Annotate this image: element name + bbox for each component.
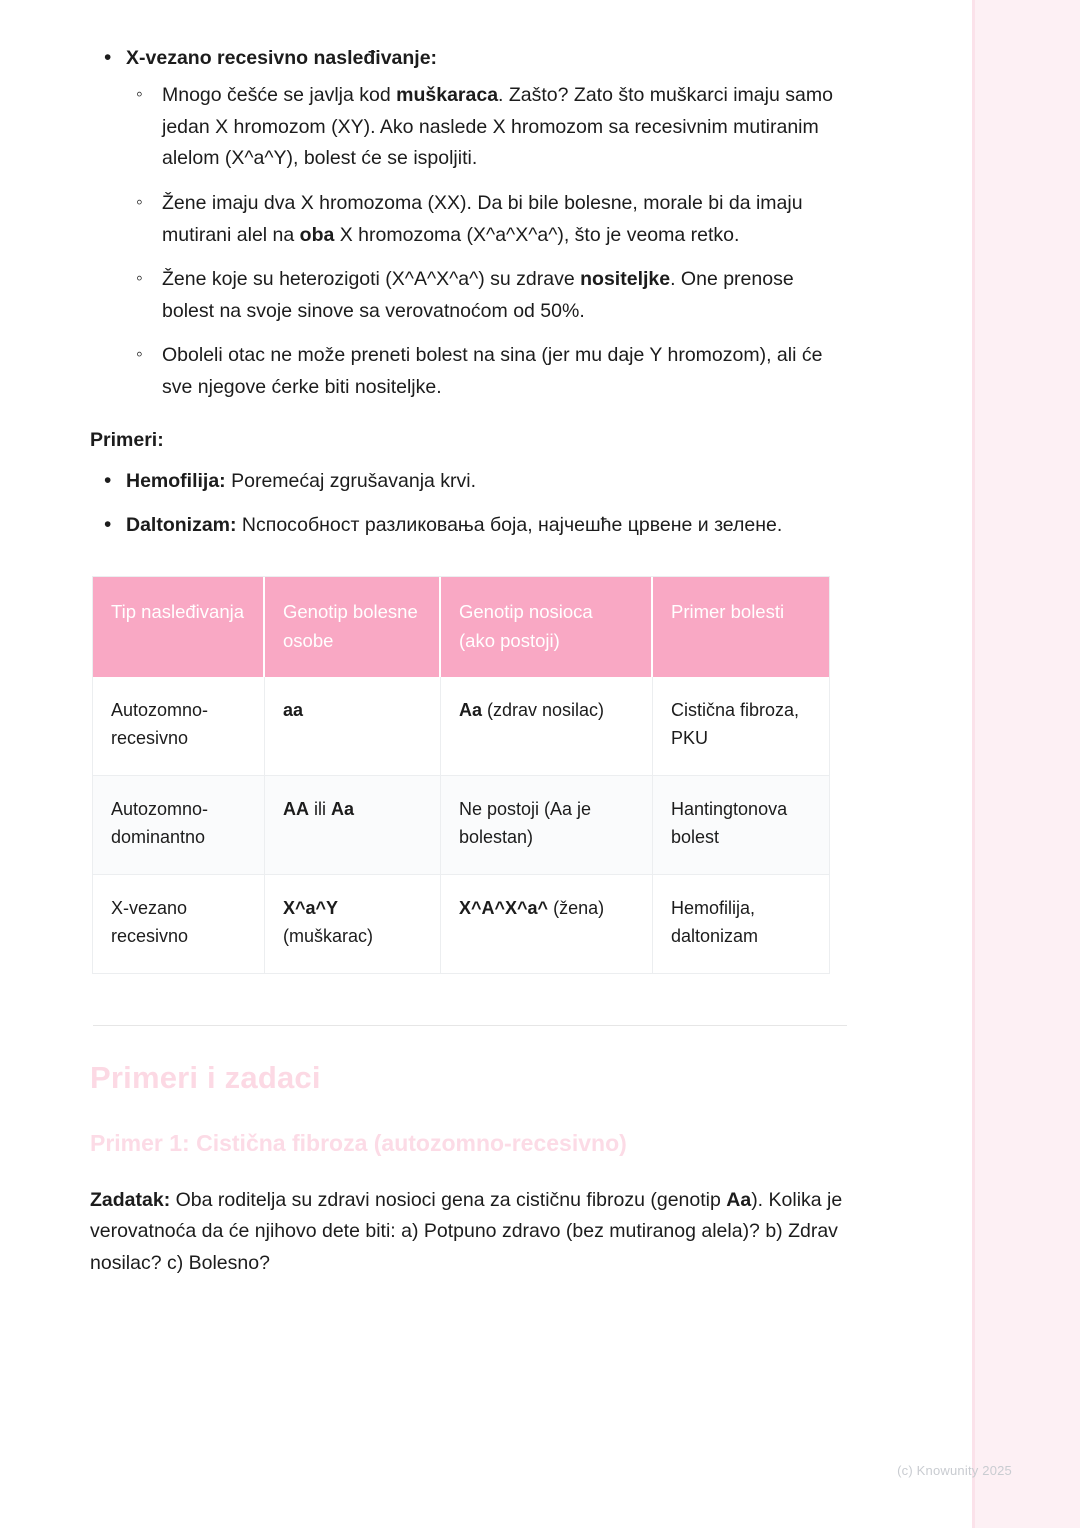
plain-text: Nспособност разликовања боја, најчешће црвене и зелене.	[236, 513, 783, 536]
sub-bullet-item	[126, 340, 850, 403]
main-bullet-item	[90, 44, 850, 403]
table-cell	[265, 875, 441, 973]
emphasis-text: Daltonizam:	[126, 513, 237, 536]
emphasis-text: Hemofilija:	[126, 470, 226, 493]
emphasis-text: Zadatak:	[90, 1188, 171, 1211]
emphasis-text: AA	[283, 799, 309, 820]
emphasis-text: X^a^Y	[283, 897, 339, 918]
plain-text: (žena)	[548, 897, 605, 918]
table-header-row	[93, 577, 829, 677]
main-bullet-title: X-vezano recesivno nasleđivanje:	[126, 47, 438, 69]
inheritance-bullet-list	[90, 44, 850, 403]
plain-text: Oboleli otac ne može preneti bolest na sina (jer mu daje Y hromozom), ali će sve njegove ćerke biti nositeljke.	[162, 344, 823, 398]
right-margin-strip	[975, 0, 1080, 1528]
plain-text: Poremećaj zgrušavanja krvi.	[225, 470, 477, 493]
table-cell	[265, 776, 441, 875]
plain-text: Oba roditelja su zdravi nosioci gena za cističnu fibrozu (genotip	[170, 1188, 727, 1211]
plain-text: Hemofilija, daltonizam	[671, 897, 759, 946]
table-row	[93, 677, 829, 776]
example-list-item	[90, 466, 850, 497]
table-cell	[265, 677, 441, 776]
plain-text: X hromozoma (X^a^X^a^), što je veoma retko.	[334, 223, 740, 246]
table-column-header: Genotip nosioca (ako postoji)	[441, 577, 653, 677]
sub-bullet-item	[126, 264, 850, 327]
table-column-header: Primer bolesti	[653, 577, 829, 677]
plain-text: Cistična fibroza, PKU	[671, 700, 800, 749]
genotype-table	[93, 577, 829, 973]
emphasis-text: Aa	[331, 799, 355, 820]
sub-bullet-list	[126, 80, 850, 403]
examples-heading: Primeri:	[90, 429, 164, 452]
table-cell	[93, 776, 265, 875]
emphasis-text: nositeljke	[580, 268, 671, 291]
table-column-header: Genotip bolesne osobe	[265, 577, 441, 677]
document-content	[90, 44, 850, 1279]
subsection-title: Primer 1: Cistična fibroza (autozomno-recesivno)	[90, 1129, 627, 1156]
table-cell	[653, 875, 829, 973]
emphasis-text: Aa	[726, 1188, 752, 1211]
sub-bullet-item	[126, 188, 850, 251]
table-cell	[93, 677, 265, 776]
examples-list	[90, 466, 850, 540]
emphasis-text: oba	[299, 223, 335, 246]
plain-text: . Zašto? Zato što muškarci imaju samo jedan X hromozom (XY). Ako naslede X hromozom sa recesivnim mutiranim alelom (X^a^Y), bolest će se ispoljiti.	[162, 84, 833, 170]
table-cell	[441, 776, 653, 875]
emphasis-text: muškaraca	[396, 84, 499, 107]
table-cell	[441, 677, 653, 776]
example-list-item	[90, 510, 850, 541]
plain-text: ). Kolika je verovatnoća da će njihovo dete biti: a) Potpuno zdravo (bez mutiranog alela)? b) Zdrav nosilac? c) Bolesno?	[90, 1188, 843, 1274]
table-row	[93, 776, 829, 875]
plain-text: Ne postoji (Aa je bolestan)	[459, 799, 592, 847]
table-column-header: Tip nasleđivanja	[93, 577, 265, 677]
plain-text: . One prenose bolest na svoje sinove sa verovatnoćom od 50%.	[162, 268, 794, 322]
plain-text: Autozomno-recesivno	[111, 700, 209, 749]
plain-text: Mnogo češće se javlja kod	[162, 84, 397, 107]
sub-bullet-item	[126, 80, 850, 175]
table-cell	[653, 776, 829, 875]
emphasis-text: Aa	[459, 700, 483, 721]
plain-text: Žene koje su heterozigoti (X^A^X^a^) su zdrave	[162, 268, 581, 291]
table-cell	[441, 875, 653, 973]
emphasis-text: X^A^X^a^	[459, 897, 549, 918]
section-divider	[93, 1025, 847, 1026]
table-cell	[93, 875, 265, 973]
section-title: Primeri i zadaci	[90, 1059, 321, 1095]
table-row	[93, 875, 829, 973]
plain-text: Žene imaju dva X hromozoma (XX). Da bi bile bolesne, morale bi da imaju mutirani alel na	[162, 192, 803, 246]
task-paragraph	[90, 1185, 850, 1280]
plain-text: Autozomno-dominantno	[111, 799, 209, 847]
table-body	[93, 677, 829, 972]
footer-credit: (c) Knowunity 2025	[897, 1463, 1012, 1478]
right-margin-divider	[972, 0, 975, 1528]
plain-text: (muškarac)	[283, 925, 374, 946]
plain-text: Hantingtonova bolest	[671, 799, 788, 847]
plain-text: ili	[309, 799, 331, 820]
table-cell	[653, 677, 829, 776]
emphasis-text: aa	[283, 700, 304, 721]
plain-text: X-vezano recesivno	[111, 897, 189, 946]
genotype-table-wrapper	[93, 577, 829, 973]
plain-text: (zdrav nosilac)	[482, 700, 605, 721]
